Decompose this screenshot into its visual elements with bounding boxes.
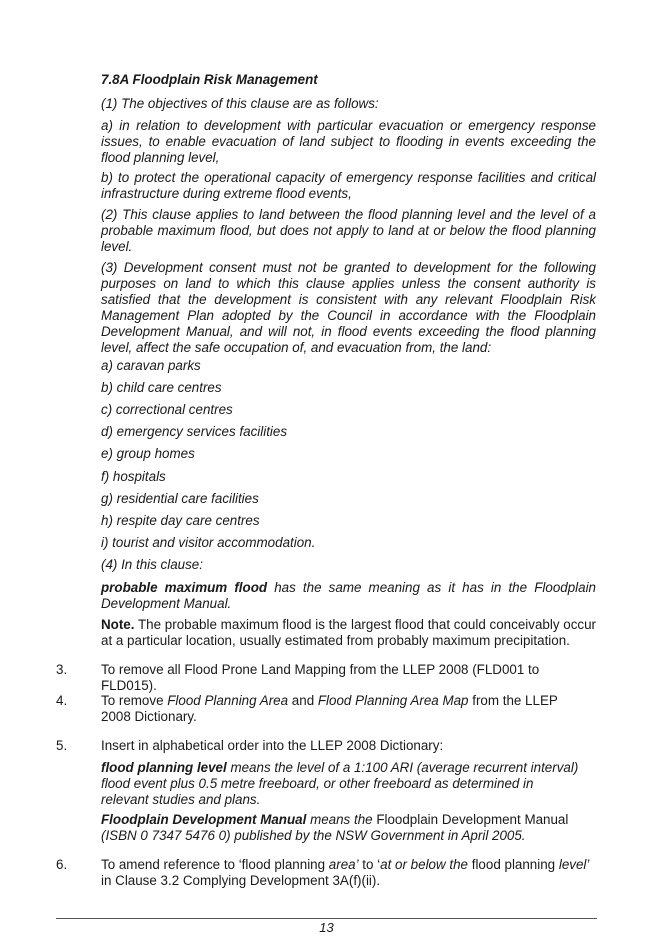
fdm-part: means the [306, 812, 377, 827]
item-6-part: To amend reference to ‘flood planning [101, 857, 329, 872]
fdm-definition [101, 812, 581, 844]
item-4-term: Flood Planning Area Map [317, 693, 469, 708]
list-item: c) correctional centres [101, 402, 233, 417]
list-item: a) caravan parks [101, 358, 201, 373]
fpl-definition [101, 760, 581, 808]
fdm-part: Floodplain Development Manual [376, 812, 569, 827]
page-number: 13 [319, 920, 334, 935]
item-number: 5. [56, 738, 68, 753]
fdm-part: (ISBN 0 7347 5476 0) published by the NSW Government in April 2005. [101, 828, 526, 843]
item-4-text [101, 693, 591, 725]
list-item: i) tourist and visitor accommodation. [101, 535, 316, 550]
pmf-definition-text: has the same meaning as it has in the Floodplain Development Manual. [101, 580, 596, 611]
clause-part-4: (4) In this clause: [101, 557, 203, 572]
item-number: 4. [56, 693, 68, 708]
item-4-part: and [288, 693, 318, 708]
clause-heading: 7.8A Floodplain Risk Management [101, 72, 318, 87]
objective-b: b) to protect the operational capacity of emergency response facilities and critical infrastructure during extreme flood events, [101, 170, 596, 201]
item-4-part: from the LLEP 2008 Dictionary. [101, 693, 558, 724]
item-6-part: to ‘ [358, 857, 381, 872]
pmf-definition [101, 580, 596, 612]
item-6-part: area’ [328, 857, 359, 872]
item-6-part: in Clause 3.2 Complying Development 3A(f)(ii). [101, 873, 381, 888]
fdm-term: Floodplain Development Manual [101, 812, 307, 827]
item-number: 6. [56, 857, 68, 872]
item-6-part: at or below the [380, 857, 469, 872]
fpl-definition-text: means the level of a 1:100 ARI (average recurrent interval) flood event plus 0.5 metre freeboard, or other freeboard as determined in relevant studies and plans. [101, 760, 579, 807]
clause-part-2: (2) This clause applies to land between the flood planning level and the level of a probable maximum flood, but does not apply to land at or below the flood planning level. [101, 207, 596, 254]
note-text: The probable maximum flood is the largest flood that could conceivably occur at a particular location, usually estimated from probably maximum precipitation. [101, 617, 596, 648]
item-3-text: To remove all Flood Prone Land Mapping from the LLEP 2008 (FLD001 to FLD015). [101, 662, 540, 693]
pmf-term: probable maximum flood [101, 580, 268, 595]
item-6-part: flood planning [468, 857, 559, 872]
clause-part-3: (3) Development consent must not be granted to development for the following purposes on land to which this clause applies unless the consent authority is satisfied that the development is consistent with any relevant Floodplain Risk Management Plan adopted by the Council in accordance with the Floodplain Development Manual, and will not, in flood events exceeding the flood planning level, affect the safe occupation of, and evacuation from, the land: [101, 260, 596, 355]
note [101, 617, 596, 649]
footer-divider [56, 918, 597, 919]
item-number: 3. [56, 662, 68, 677]
fpl-term: flood planning level [101, 760, 227, 775]
list-item: d) emergency services facilities [101, 424, 288, 439]
objectives-intro: (1) The objectives of this clause are as follows: [101, 96, 379, 111]
objective-a: a) in relation to development with particular evacuation or emergency response issues, to enable evacuation of land subject to flooding in events exceeding the flood planning level, [101, 118, 596, 165]
item-4-part: To remove [101, 693, 168, 708]
list-item: g) residential care facilities [101, 491, 259, 506]
list-item: b) child care centres [101, 380, 222, 395]
list-item: f) hospitals [101, 469, 166, 484]
list-item: e) group homes [101, 446, 195, 461]
item-6-text [101, 857, 596, 889]
note-label: Note. [101, 617, 135, 632]
item-4-term: Flood Planning Area [167, 693, 289, 708]
item-5-text: Insert in alphabetical order into the LLEP 2008 Dictionary: [101, 738, 444, 753]
item-6-part: level’ [558, 857, 590, 872]
list-item: h) respite day care centres [101, 513, 260, 528]
